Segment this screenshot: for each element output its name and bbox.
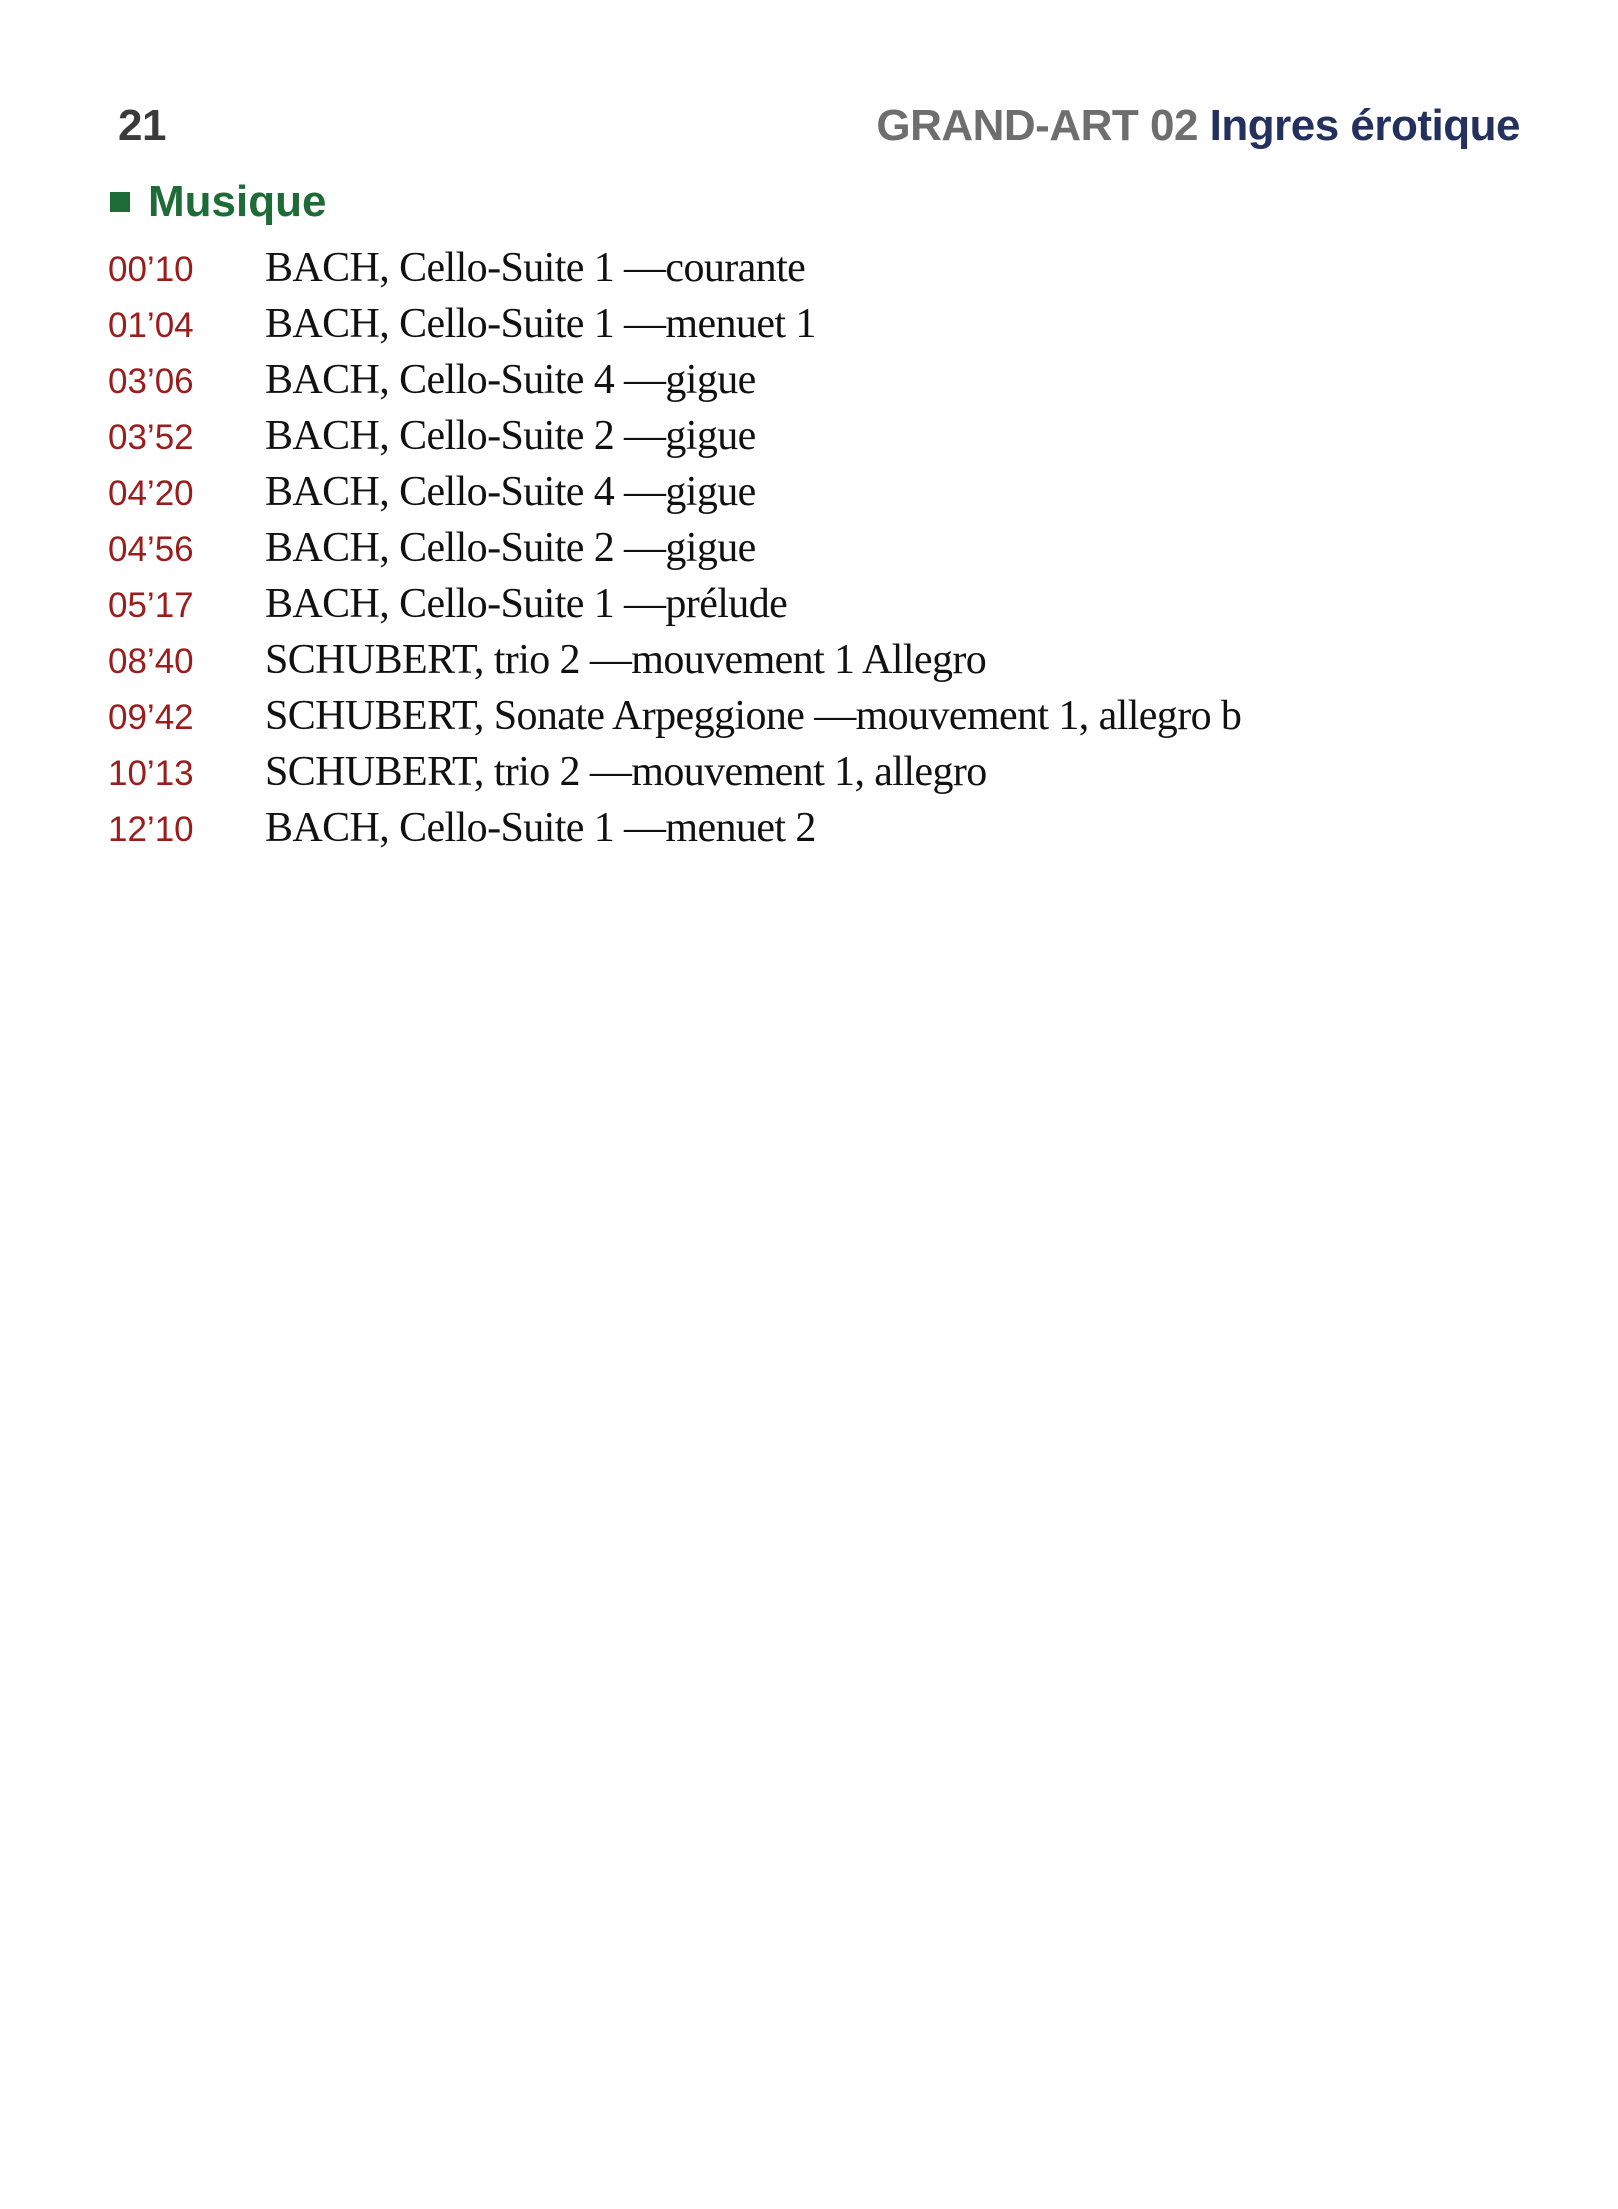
track-row <box>108 524 1241 580</box>
music-track-list <box>108 244 1241 860</box>
track-title: SCHUBERT, trio 2 —mouvement 1 Allegro <box>265 637 987 683</box>
track-title: BACH, Cello-Suite 2 —gigue <box>265 413 756 459</box>
page-header <box>118 98 1520 154</box>
track-title: BACH, Cello-Suite 1 —courante <box>265 245 806 291</box>
track-title: BACH, Cello-Suite 1 —menuet 2 <box>265 805 816 851</box>
track-row <box>108 692 1241 748</box>
track-row <box>108 580 1241 636</box>
track-row <box>108 300 1241 356</box>
track-row <box>108 748 1241 804</box>
track-row <box>108 468 1241 524</box>
track-time: 05’17 <box>108 586 194 625</box>
track-title: BACH, Cello-Suite 4 —gigue <box>265 357 756 403</box>
work-title: Ingres érotique <box>1209 101 1520 150</box>
page-number: 21 <box>118 101 166 150</box>
track-row <box>108 356 1241 412</box>
series-label: GRAND-ART 02 <box>876 101 1198 150</box>
track-row <box>108 804 1241 860</box>
section-heading <box>110 172 326 232</box>
track-time: 09’42 <box>108 698 194 737</box>
track-row <box>108 636 1241 692</box>
track-time: 10’13 <box>108 754 194 793</box>
track-time: 04’56 <box>108 530 194 569</box>
track-title: BACH, Cello-Suite 4 —gigue <box>265 469 756 515</box>
track-time: 03’06 <box>108 362 194 401</box>
square-bullet-icon <box>110 192 130 212</box>
section-title: Musique <box>148 177 327 226</box>
track-time: 03’52 <box>108 418 194 457</box>
track-time: 08’40 <box>108 642 194 681</box>
track-row <box>108 244 1241 300</box>
track-time: 00’10 <box>108 250 194 289</box>
track-title: BACH, Cello-Suite 1 —prélude <box>265 581 788 627</box>
track-title: SCHUBERT, trio 2 —mouvement 1, allegro <box>265 749 987 795</box>
track-title: SCHUBERT, Sonate Arpeggione —mouvement 1, allegro b <box>265 693 1242 739</box>
track-time: 12’10 <box>108 810 194 849</box>
track-title: BACH, Cello-Suite 1 —menuet 1 <box>265 301 816 347</box>
track-time: 01’04 <box>108 306 194 345</box>
track-time: 04’20 <box>108 474 194 513</box>
running-title <box>876 101 1520 151</box>
track-row <box>108 412 1241 468</box>
track-title: BACH, Cello-Suite 2 —gigue <box>265 525 756 571</box>
